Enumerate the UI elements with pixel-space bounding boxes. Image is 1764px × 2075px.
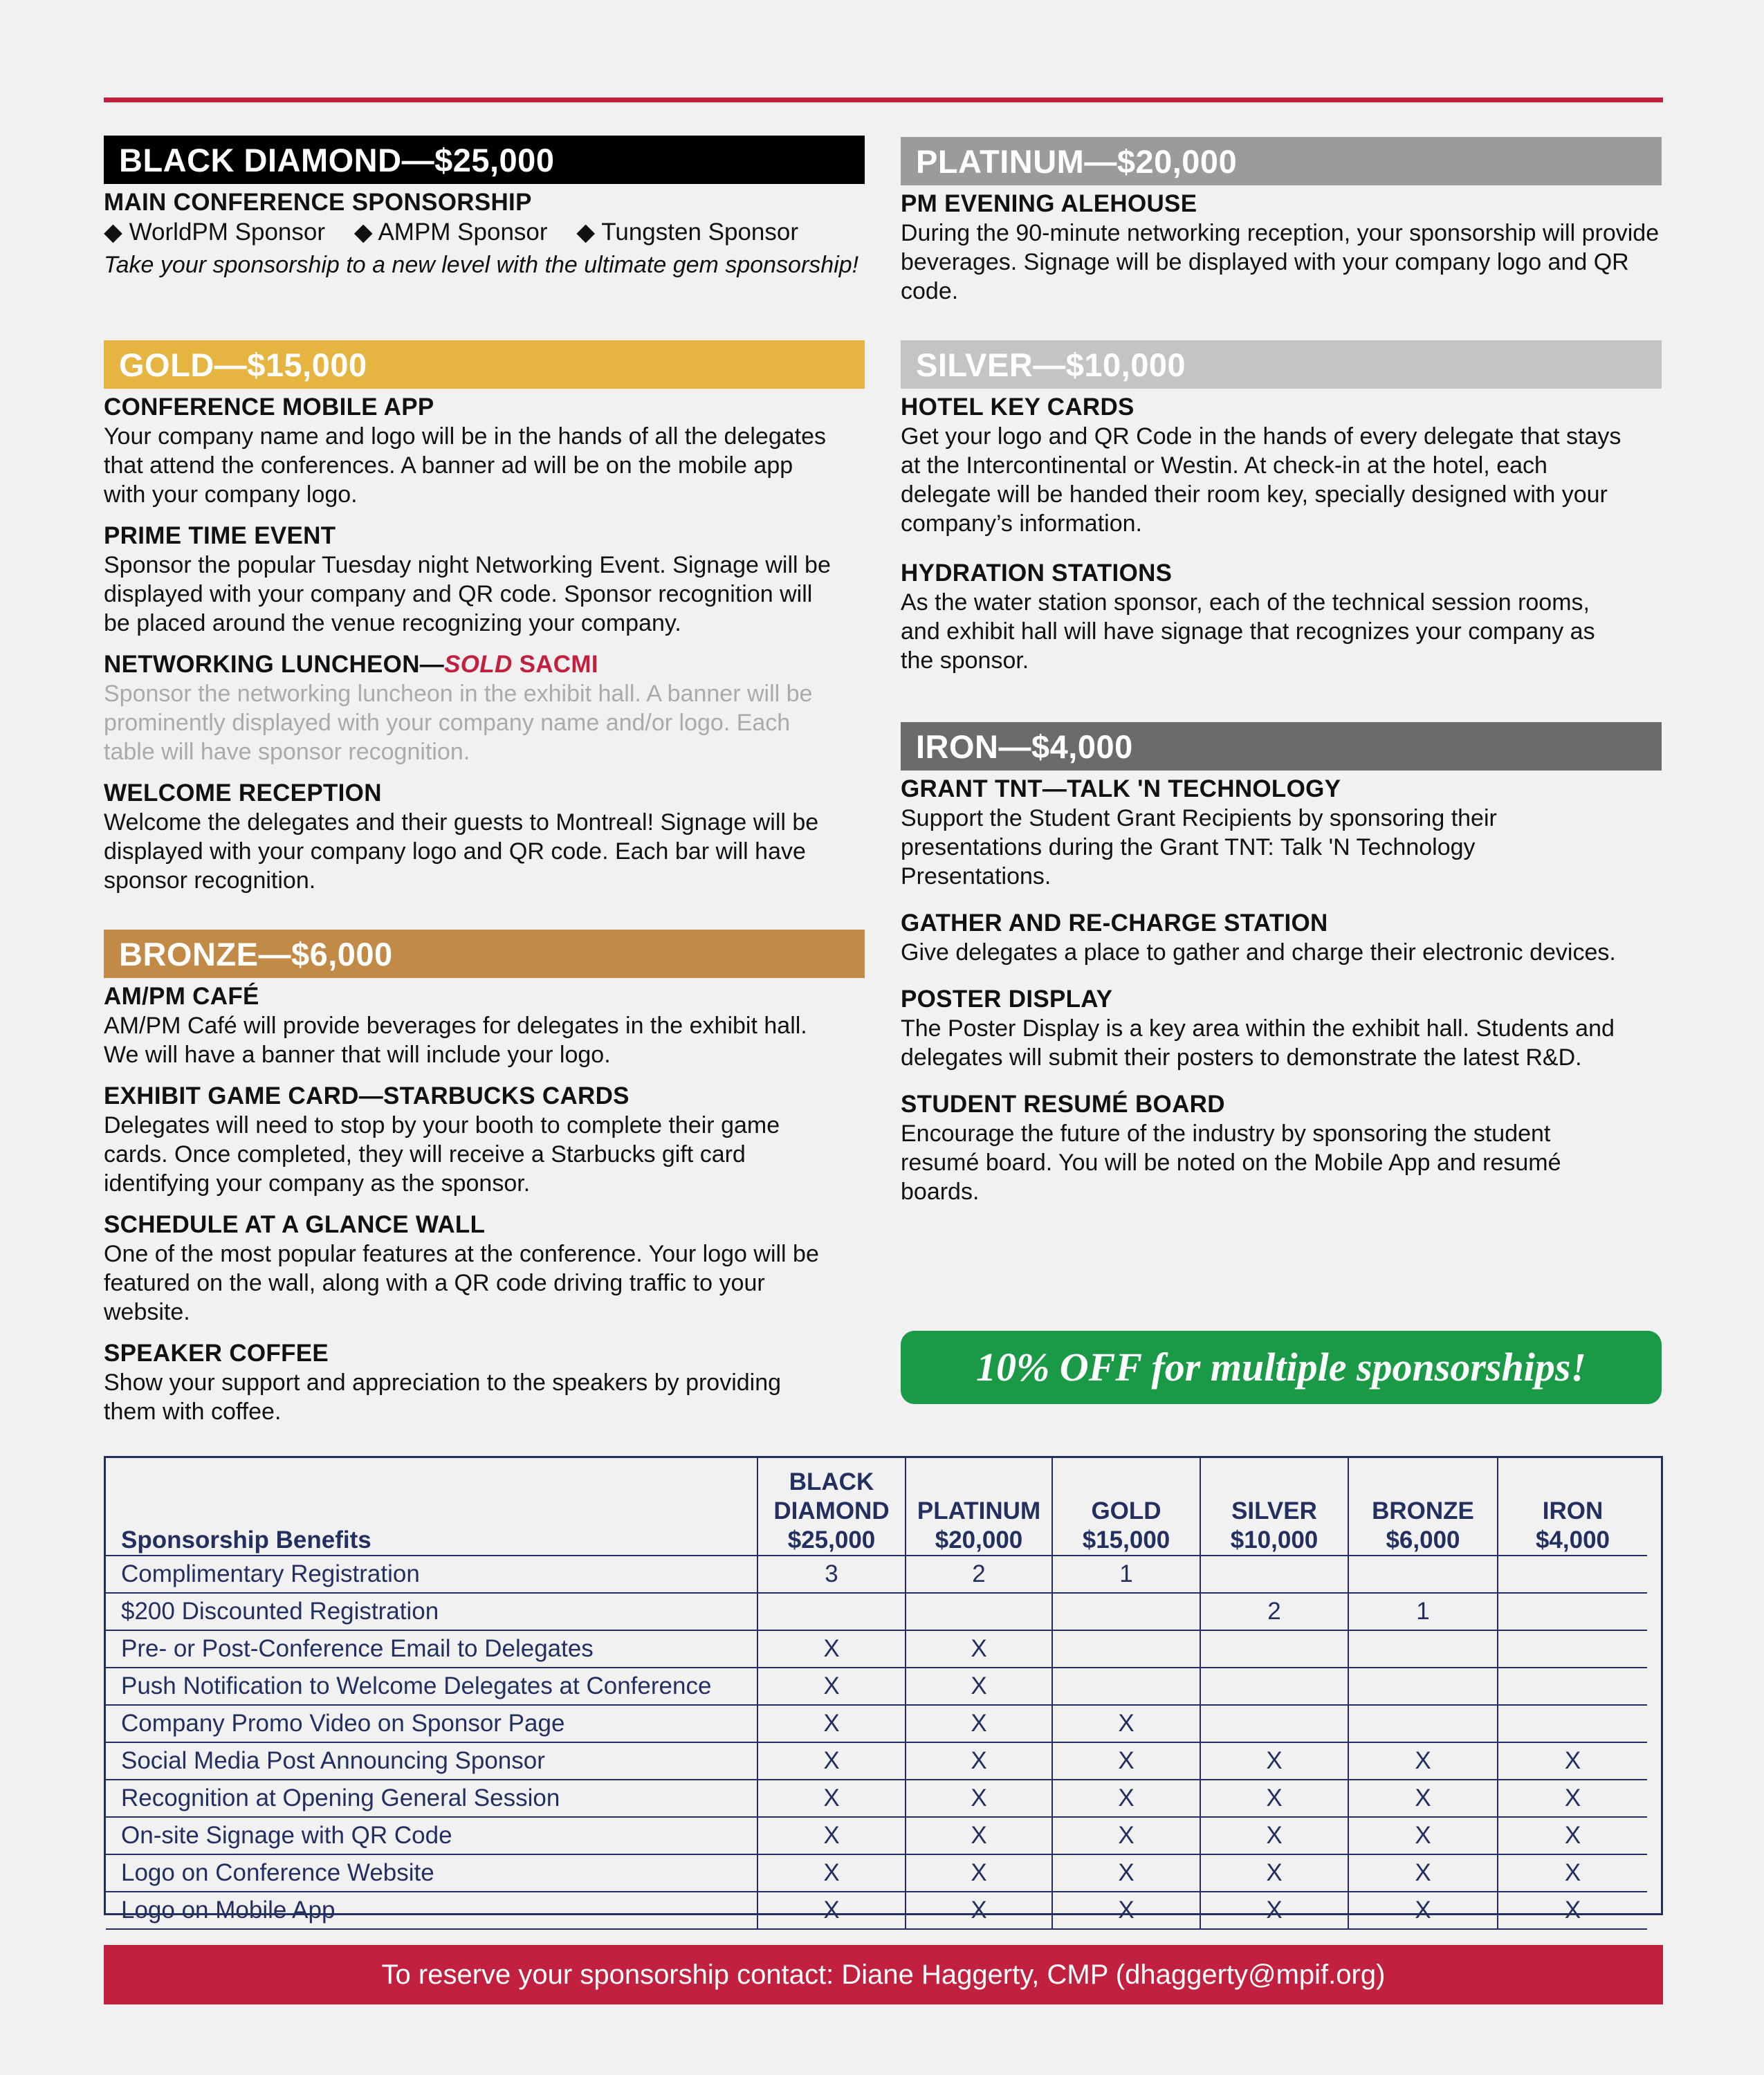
platinum-title: PM EVENING ALEHOUSE [901, 190, 1197, 217]
benefit-cell: X [757, 1630, 906, 1668]
table-row [106, 1742, 1647, 1780]
benefit-cell: 2 [906, 1556, 1052, 1593]
benefit-cell: 1 [1348, 1593, 1498, 1630]
benefit-cell [757, 1593, 906, 1630]
bronze-item-body [104, 1111, 865, 1198]
table-row [106, 1854, 1647, 1892]
table-row [106, 1668, 1647, 1705]
benefit-cell: X [757, 1742, 906, 1780]
black-diamond-tagline: Take your sponsorship to a new level with the ultimate gem sponsorship! [104, 252, 859, 278]
diamond-item: ◆ AMPM Sponsor [353, 219, 548, 246]
benefit-name: Logo on Conference Website [106, 1854, 757, 1892]
benefit-cell [1348, 1705, 1498, 1742]
body-line: sponsor recognition. [104, 867, 316, 894]
body-line: prominently displayed with your company name and/or logo. Each [104, 710, 791, 736]
gold-item-title: CONFERENCE MOBILE APP [104, 394, 434, 421]
benefit-cell: X [1052, 1705, 1200, 1742]
gold-header: GOLD—$15,000 [104, 340, 865, 389]
sold-badge: SOLD [444, 651, 513, 678]
body-line: cards. Once completed, they will receive a Starbucks gift card [104, 1141, 746, 1168]
benefit-cell: X [1348, 1892, 1498, 1929]
gold-section [104, 340, 865, 895]
benefit-cell: X [906, 1817, 1052, 1854]
gold-item-body-sold [104, 679, 865, 766]
iron-item-body [901, 1014, 1662, 1072]
black-diamond-items [104, 217, 865, 248]
benefit-cell: 2 [1200, 1593, 1348, 1630]
body-line: that attend the conferences. A banner ad will be on the mobile app [104, 452, 793, 479]
sponsorship-benefits-table [104, 1456, 1663, 1924]
benefit-cell: X [1348, 1780, 1498, 1817]
body-line: table will have sponsor recognition. [104, 739, 470, 765]
black-diamond-title: MAIN CONFERENCE SPONSORSHIP [104, 189, 532, 216]
benefit-cell: X [906, 1892, 1052, 1929]
benefit-name: Pre- or Post-Conference Email to Delegates [106, 1630, 757, 1668]
body-line: delegates will submit their posters to demonstrate the latest R&D. [901, 1044, 1582, 1071]
bronze-header: BRONZE—$6,000 [104, 930, 865, 978]
silver-item-body [901, 588, 1662, 675]
benefit-cell: X [757, 1668, 906, 1705]
benefit-cell [1052, 1668, 1200, 1705]
body-line: AM/PM Café will provide beverages for delegates in the exhibit hall. [104, 1013, 807, 1039]
multi-sponsorship-discount-banner: 10% OFF for multiple sponsorships! [901, 1331, 1662, 1404]
iron-item-title: POSTER DISPLAY [901, 986, 1113, 1013]
benefit-cell: X [906, 1742, 1052, 1780]
benefit-cell [1498, 1593, 1647, 1630]
body-line: at the Intercontinental or Westin. At check-in at the hotel, each [901, 452, 1547, 479]
benefit-cell: X [1498, 1817, 1647, 1854]
benefit-cell [1348, 1556, 1498, 1593]
table-row [106, 1892, 1647, 1929]
bronze-item-body [104, 1368, 865, 1426]
benefit-cell: X [1348, 1817, 1498, 1854]
table-row [106, 1817, 1647, 1854]
body-line: As the water station sponsor, each of the technical session rooms, [901, 589, 1590, 616]
benefit-cell: X [1498, 1854, 1647, 1892]
benefit-cell: X [757, 1817, 906, 1854]
benefit-name: $200 Discounted Registration [106, 1593, 757, 1630]
gold-item-body [104, 551, 865, 638]
iron-item-body [901, 938, 1662, 967]
benefit-cell: X [1348, 1742, 1498, 1780]
bronze-item-title: SPEAKER COFFEE [104, 1340, 329, 1367]
body-line: them with coffee. [104, 1399, 282, 1425]
body-line: boards. [901, 1179, 980, 1205]
iron-item-body [901, 1119, 1662, 1206]
benefit-cell: X [757, 1780, 906, 1817]
tier-column-header: GOLD $15,000 [1052, 1458, 1200, 1556]
iron-section [901, 722, 1662, 1206]
benefit-cell: X [1348, 1854, 1498, 1892]
table-row [106, 1780, 1647, 1817]
benefit-cell: X [757, 1705, 906, 1742]
tier-column-header: BRONZE $6,000 [1348, 1458, 1498, 1556]
benefit-name: Complimentary Registration [106, 1556, 757, 1593]
benefit-cell: X [1052, 1854, 1200, 1892]
benefit-cell: X [1200, 1817, 1348, 1854]
iron-item-title: GATHER AND RE-CHARGE STATION [901, 910, 1328, 937]
platinum-header: PLATINUM—$20,000 [901, 137, 1662, 185]
diamond-item: ◆ Tungsten Sponsor [576, 219, 798, 246]
tier-column-header: BLACK DIAMOND $25,000 [757, 1458, 906, 1556]
body-line: During the 90-minute networking reception, your sponsorship will provide [901, 220, 1660, 246]
benefit-cell: 1 [1052, 1556, 1200, 1593]
table-row [106, 1705, 1647, 1742]
bronze-item-title: EXHIBIT GAME CARD—STARBUCKS CARDS [104, 1082, 630, 1109]
benefit-name: Social Media Post Announcing Sponsor [106, 1742, 757, 1780]
tier-column-header: SILVER $10,000 [1200, 1458, 1348, 1556]
benefit-cell: X [1052, 1780, 1200, 1817]
silver-section [901, 340, 1662, 675]
gold-item-title-sold [104, 650, 865, 679]
benefits-column-header: Sponsorship Benefits [106, 1458, 757, 1556]
benefit-cell: X [1200, 1742, 1348, 1780]
benefit-cell: X [1052, 1817, 1200, 1854]
body-line: Delegates will need to stop by your booth to complete their game [104, 1112, 780, 1138]
body-line: company’s information. [901, 510, 1142, 537]
benefit-name: On-site Signage with QR Code [106, 1817, 757, 1854]
benefit-cell: X [906, 1668, 1052, 1705]
iron-item-title: GRANT TNT—TALK 'N TECHNOLOGY [901, 775, 1341, 802]
body-line: Get your logo and QR Code in the hands of every delegate that stays [901, 423, 1621, 450]
diamond-item: ◆ WorldPM Sponsor [104, 219, 325, 246]
benefit-name: Logo on Mobile App [106, 1892, 757, 1929]
body-line: One of the most popular features at the conference. Your logo will be [104, 1241, 819, 1267]
benefit-cell [906, 1593, 1052, 1630]
body-line: beverages. Signage will be displayed with your company logo and QR code. [901, 249, 1629, 304]
body-line: The Poster Display is a key area within the exhibit hall. Students and [901, 1015, 1615, 1042]
benefit-cell: X [1498, 1742, 1647, 1780]
contact-footer: To reserve your sponsorship contact: Diane Haggerty, CMP (dhaggerty@mpif.org) [104, 1945, 1663, 2004]
benefit-cell: X [906, 1630, 1052, 1668]
benefit-cell: 3 [757, 1556, 906, 1593]
body-line: Presentations. [901, 863, 1051, 889]
benefit-cell [1200, 1705, 1348, 1742]
silver-item-body [901, 422, 1662, 538]
benefit-cell [1200, 1668, 1348, 1705]
body-line: featured on the wall, along with a QR code driving traffic to your [104, 1270, 765, 1296]
benefit-name: Push Notification to Welcome Delegates at Conference [106, 1668, 757, 1705]
benefit-cell: X [1498, 1892, 1647, 1929]
benefit-cell: X [906, 1854, 1052, 1892]
bronze-item-body [104, 1011, 865, 1069]
benefits-table [106, 1458, 1647, 1930]
benefit-cell [1498, 1705, 1647, 1742]
body-line: identifying your company as the sponsor. [104, 1170, 531, 1197]
benefit-cell [1200, 1556, 1348, 1593]
benefit-cell [1348, 1630, 1498, 1668]
benefit-cell [1498, 1556, 1647, 1593]
benefit-cell: X [906, 1780, 1052, 1817]
platinum-body [901, 219, 1662, 306]
item-title-text: NETWORKING LUNCHEON— [104, 651, 445, 678]
iron-header: IRON—$4,000 [901, 722, 1662, 771]
silver-item-title: HOTEL KEY CARDS [901, 394, 1134, 421]
body-line: displayed with your company logo and QR code. Each bar will have [104, 838, 806, 865]
benefit-cell [1200, 1630, 1348, 1668]
benefit-cell [1498, 1630, 1647, 1668]
body-line: the sponsor. [901, 647, 1029, 674]
sold-to-company: SACMI [519, 651, 598, 678]
silver-header: SILVER—$10,000 [901, 340, 1662, 389]
bronze-section [104, 930, 865, 1426]
benefit-cell: X [1200, 1854, 1348, 1892]
table-row [106, 1593, 1647, 1630]
body-line: be placed around the venue recognizing your company. [104, 610, 681, 636]
body-line: Show your support and appreciation to the speakers by providing [104, 1370, 782, 1396]
benefit-cell [1348, 1668, 1498, 1705]
benefit-cell: X [1200, 1892, 1348, 1929]
body-line: We will have a banner that will include your logo. [104, 1042, 611, 1068]
body-line: resumé board. You will be noted on the Mobile App and resumé [901, 1150, 1561, 1176]
iron-item-title: STUDENT RESUMÉ BOARD [901, 1091, 1225, 1118]
body-line: and exhibit hall will have signage that recognizes your company as [901, 618, 1595, 645]
top-divider [104, 98, 1663, 102]
body-line: Sponsor the networking luncheon in the exhibit hall. A banner will be [104, 681, 813, 707]
bronze-item-title: AM/PM CAFÉ [104, 983, 259, 1010]
benefit-cell [1052, 1593, 1200, 1630]
benefit-cell: X [1052, 1892, 1200, 1929]
gold-item-body [104, 808, 865, 895]
black-diamond-header: BLACK DIAMOND—$25,000 [104, 136, 865, 184]
benefit-cell: X [757, 1854, 906, 1892]
body-line: Give delegates a place to gather and charge their electronic devices. [901, 939, 1616, 966]
gold-item-title: PRIME TIME EVENT [104, 522, 336, 549]
benefit-cell: X [1200, 1780, 1348, 1817]
benefit-cell: X [1052, 1742, 1200, 1780]
platinum-section [901, 137, 1662, 306]
tier-column-header: IRON $4,000 [1498, 1458, 1647, 1556]
body-line: delegate will be handed their room key, specially designed with your [901, 481, 1608, 508]
silver-item-title: HYDRATION STATIONS [901, 560, 1173, 587]
table-row [106, 1630, 1647, 1668]
gold-item-title: WELCOME RECEPTION [104, 780, 382, 806]
body-line: displayed with your company and QR code. Sponsor recognition will [104, 581, 813, 607]
body-line: with your company logo. [104, 481, 358, 508]
table-row [106, 1556, 1647, 1593]
benefit-cell: X [906, 1705, 1052, 1742]
body-line: website. [104, 1299, 190, 1325]
bronze-item-title: SCHEDULE AT A GLANCE WALL [104, 1211, 486, 1238]
body-line: Your company name and logo will be in the hands of all the delegates [104, 423, 827, 450]
body-line: Support the Student Grant Recipients by sponsoring their [901, 805, 1497, 831]
benefit-cell: X [1498, 1780, 1647, 1817]
body-line: Welcome the delegates and their guests to Montreal! Signage will be [104, 809, 819, 836]
benefit-cell [1498, 1668, 1647, 1705]
benefit-cell [1052, 1630, 1200, 1668]
body-line: presentations during the Grant TNT: Talk 'N Technology [901, 834, 1476, 860]
benefit-cell: X [757, 1892, 906, 1929]
body-line: Encourage the future of the industry by sponsoring the student [901, 1120, 1551, 1147]
table-header-row [106, 1458, 1647, 1556]
iron-item-body [901, 804, 1662, 891]
benefit-name: Recognition at Opening General Session [106, 1780, 757, 1817]
body-line: Sponsor the popular Tuesday night Networking Event. Signage will be [104, 552, 831, 578]
benefit-name: Company Promo Video on Sponsor Page [106, 1705, 757, 1742]
bronze-item-body [104, 1239, 865, 1327]
black-diamond-section [104, 136, 865, 282]
tier-column-header: PLATINUM $20,000 [906, 1458, 1052, 1556]
gold-item-body [104, 422, 865, 509]
